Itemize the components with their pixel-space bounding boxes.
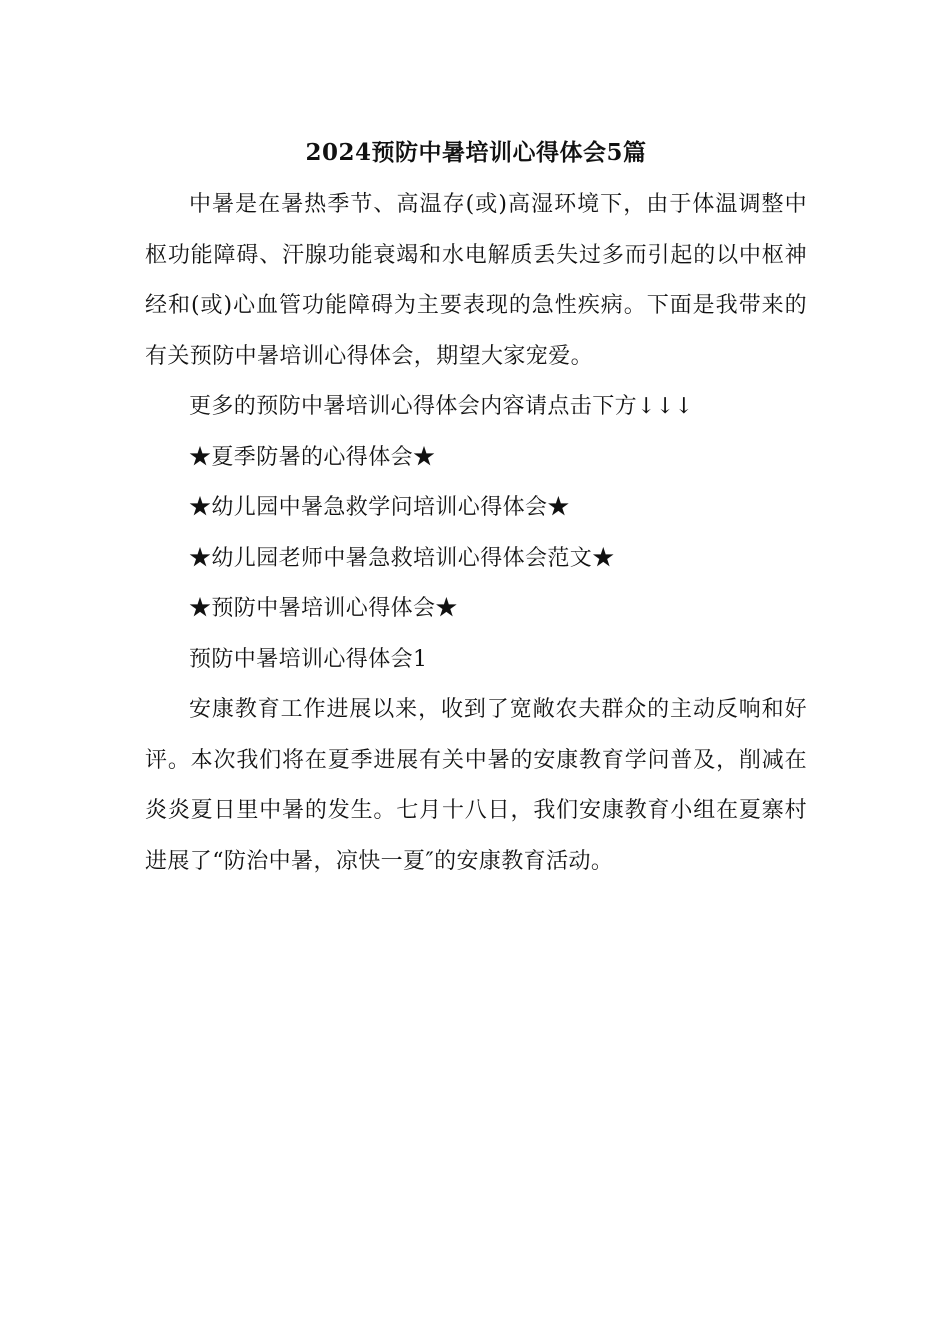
- related-link[interactable]: ★预防中暑培训心得体会★: [189, 596, 458, 621]
- more-content-prompt: 更多的预防中暑培训心得体会内容请点击下方↓↓↓: [189, 394, 694, 419]
- document-title: 2024预防中暑培训心得体会5篇: [305, 139, 647, 166]
- section-paragraph: 安康教育工作进展以来，收到了宽敞农夫群众的主动反响和好评。本次我们将在夏季进展有关中暑的安康教育学问普及，削减在炎炎夏日里中暑的发生。七月十八日，我们安康教育小组在夏寨村进展了“防治中暑，凉快一夏″的安康教育活动。: [145, 697, 807, 874]
- section-heading: 预防中暑培训心得体会1: [189, 646, 428, 672]
- related-link[interactable]: ★幼儿园中暑急救学问培训心得体会★: [189, 495, 570, 520]
- intro-paragraph: 中暑是在暑热季节、高温存(或)高湿环境下，由于体温调整中枢功能障碍、汗腺功能衰竭和水电解质丢失过多而引起的以中枢神经和(或)心血管功能障碍为主要表现的急性疾病。下面是我带来的有关预防中暑培训心得体会，期望大家宠爱。: [145, 192, 807, 369]
- related-link[interactable]: ★夏季防暑的心得体会★: [189, 444, 436, 470]
- document-body: [145, 132, 807, 887]
- related-link[interactable]: ★幼儿园老师中暑急救培训心得体会范文★: [189, 545, 615, 571]
